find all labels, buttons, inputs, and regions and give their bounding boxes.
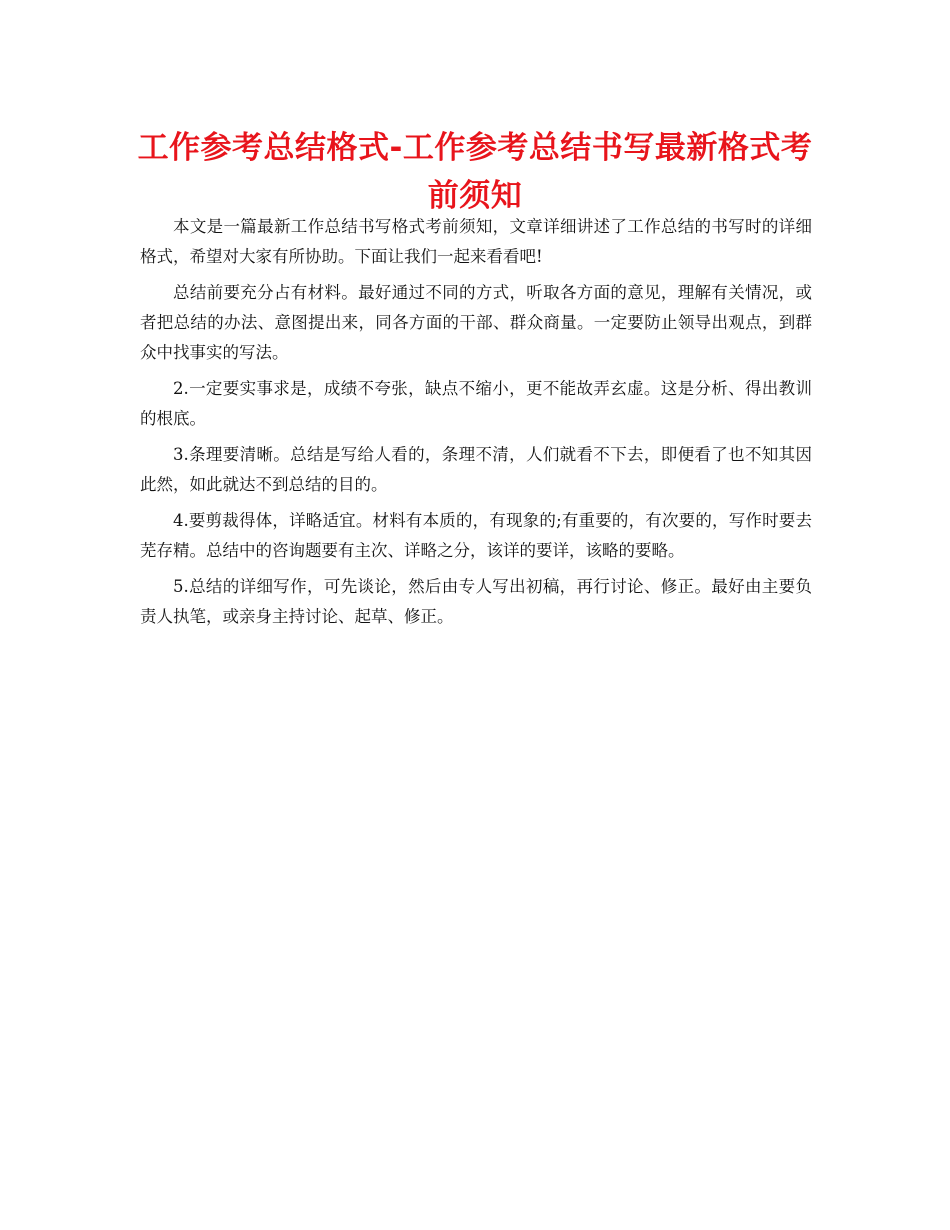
paragraph-2: 2.一定要实事求是，成绩不夸张，缺点不缩小，更不能故弄玄虚。这是分析、得出教训的根底。 (140, 379, 812, 428)
paragraph-1: 总结前要充分占有材料。最好通过不同的方式，听取各方面的意见，理解有关情况，或者把总结的办法、意图提出来，同各方面的干部、群众商量。一定要防止领导出观点，到群众中找事实的写法。 (140, 283, 812, 362)
paragraph-3: 3.条理要清晰。总结是写给人看的，条理不清，人们就看不下去，即便看了也不知其因此然，如此就达不到总结的目的。 (140, 445, 812, 494)
document-title: 工作参考总结格式-工作参考总结书写最新格式考前须知 (137, 130, 813, 214)
paragraph-5: 5.总结的详细写作，可先谈论，然后由专人写出初稿，再行讨论、修正。最好由主要负责人执笔，或亲身主持讨论、起草、修正。 (140, 577, 812, 626)
paragraph-4: 4.要剪裁得体，详略适宜。材料有本质的，有现象的;有重要的，有次要的，写作时要去芜存精。总结中的咨询题要有主次、详略之分，该详的要详，该略的要略。 (140, 511, 812, 560)
paragraph-intro: 本文是一篇最新工作总结书写格式考前须知，文章详细讲述了工作总结的书写时的详细格式，希望对大家有所协助。下面让我们一起来看看吧! (140, 217, 812, 266)
document-body (140, 212, 812, 638)
